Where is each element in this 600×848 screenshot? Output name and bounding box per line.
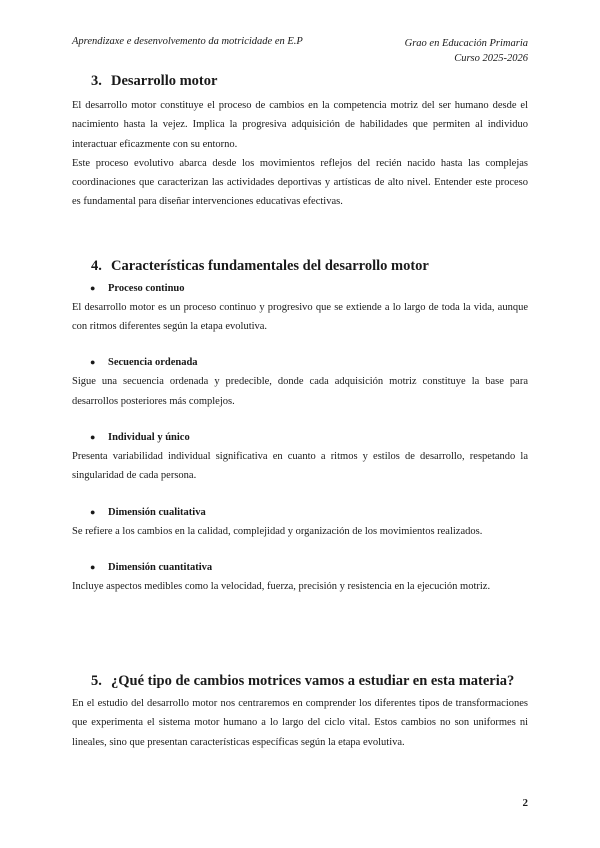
list-item	[72, 558, 528, 596]
header-year: Curso 2025-2026	[454, 53, 528, 64]
section-3-paragraph-2: Este proceso evolutivo abarca desde los movimientos reflejos del recién nacido hasta las complejas coordinaciones que caracterizan las actividades deportivas y artísticas de alto nivel. Entender este proceso es fundamental para diseñar intervenciones educativas efectivas.	[72, 157, 528, 208]
header-course-title: Aprendizaxe e desenvolvemento da motricidade en E.P	[72, 36, 303, 47]
section-4-heading	[72, 256, 528, 276]
item-title: Individual y único	[108, 431, 190, 443]
section-3-paragraph-1: El desarrollo motor constituye el proceso de cambios en la competencia motriz del ser humano desde el nacimiento hasta la vejez. Implica la progresiva adquisición de habilidades que permiten al individuo interactuar eficazmente con su entorno.	[72, 100, 528, 150]
list-item	[72, 428, 528, 486]
item-title: Dimensión cuantitativa	[108, 561, 213, 573]
page-content	[72, 71, 528, 752]
section-3-title: Desarrollo motor	[111, 73, 218, 89]
section-5	[72, 671, 528, 752]
list-item	[72, 353, 528, 411]
section-3-number: 3.	[91, 73, 102, 89]
item-text: Sigue una secuencia ordenada y predecible, donde cada adquisición motriz constituye la base para desarrollos posteriores más complejos.	[72, 376, 528, 407]
bullet-icon: ●	[90, 561, 96, 572]
section-4-number: 4.	[91, 257, 102, 274]
section-3	[72, 71, 528, 212]
list-item	[72, 279, 528, 337]
item-title: Secuencia ordenada	[108, 357, 198, 369]
bullet-icon: ●	[90, 282, 96, 293]
section-5-heading	[72, 671, 528, 691]
header-degree-info	[405, 36, 528, 66]
page-number: 2	[522, 797, 528, 809]
section-5-title: ¿Qué tipo de cambios motrices vamos a estudiar en esta materia?	[111, 673, 515, 690]
item-text: Presenta variabilidad individual significativa en cuanto a ritmos y estilos de desarrollo, respetando la singularidad de cada persona.	[72, 450, 528, 482]
item-text: Se refiere a los cambios en la calidad, complejidad y organización de los movimientos realizados.	[72, 525, 483, 537]
list-item	[72, 503, 528, 541]
section-5-number: 5.	[91, 673, 102, 690]
item-title: Dimensión cualitativa	[108, 506, 206, 518]
item-text: El desarrollo motor es un proceso continuo y progresivo que se extiende a lo largo de toda la vida, aunque con ritmos diferentes según la etapa evolutiva.	[72, 301, 528, 333]
section-5-paragraph: En el estudio del desarrollo motor nos centraremos en comprender los diferentes tipos de transformaciones que experimenta el sistema motor humano a lo largo del ciclo vital. Estos cambios no son uniformes ni lineales, sino que presentan características específicas según la etapa evolutiva.	[72, 698, 528, 748]
section-4-title: Características fundamentales del desarrollo motor	[111, 257, 429, 274]
item-title: Proceso continuo	[108, 282, 185, 294]
bullet-icon: ●	[90, 506, 96, 517]
header-degree: Grao en Educación Primaria	[404, 38, 528, 49]
bullet-icon: ●	[90, 431, 96, 442]
section-4	[72, 256, 528, 596]
item-text: Incluye aspectos medibles como la velocidad, fuerza, precisión y resistencia en la ejecución motriz.	[72, 580, 491, 592]
bullet-icon: ●	[90, 357, 96, 368]
section-3-heading	[72, 71, 528, 91]
